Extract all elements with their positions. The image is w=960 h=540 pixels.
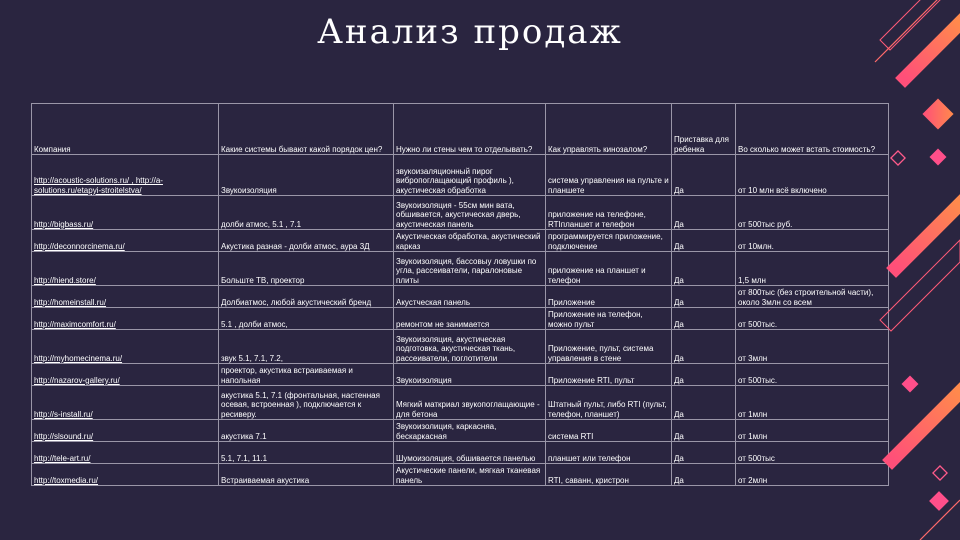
company-link[interactable]: http://maximcomfort.ru/ bbox=[32, 308, 219, 330]
table-row bbox=[32, 420, 889, 442]
table-cell: от 500тыс. bbox=[736, 364, 889, 386]
table-row bbox=[32, 196, 889, 230]
table-cell: Звукоизоляция - 55см мин вата, обшивается, акустическая дверь, акустическая панель bbox=[394, 196, 546, 230]
table-cell: Приложение bbox=[546, 286, 672, 308]
diamond-outline-1 bbox=[891, 151, 905, 165]
table-cell: Звукоизоляция bbox=[394, 364, 546, 386]
company-link[interactable]: http://bigbass.ru/ bbox=[32, 196, 219, 230]
header-systems-prices: Какие системы бывают какой порядок цен? bbox=[219, 104, 394, 155]
header-console: Приставка для ребенка bbox=[672, 104, 736, 155]
table-cell: от 2млн bbox=[736, 464, 889, 486]
table-cell: приложение на планшет и телефон bbox=[546, 252, 672, 286]
table-cell: Звукоизоляция, бассовыу ловушки по угла, рассеиватели, паралоновые плиты bbox=[394, 252, 546, 286]
table-row bbox=[32, 252, 889, 286]
table-row bbox=[32, 308, 889, 330]
table-row bbox=[32, 364, 889, 386]
table-cell: Да bbox=[672, 286, 736, 308]
company-link[interactable]: http://acoustic-solutions.ru/ , http://a-solutions.ru/etapyi-stroitelstva/ bbox=[32, 155, 219, 196]
table-cell: от 1млн bbox=[736, 420, 889, 442]
table-cell: звукоизаляционный пирог вибропоглащающий профиль ), акустическая обработка bbox=[394, 155, 546, 196]
table-cell: Да bbox=[672, 420, 736, 442]
diamond-large bbox=[922, 98, 953, 129]
sales-analysis-table bbox=[31, 103, 889, 486]
diamond-outline-2 bbox=[933, 466, 947, 480]
header-cost: Во сколько может встать стоимость? bbox=[736, 104, 889, 155]
table-cell: долби атмос, 5.1 , 7.1 bbox=[219, 196, 394, 230]
table-cell: система RTI bbox=[546, 420, 672, 442]
diamond-small-3 bbox=[929, 491, 949, 511]
table-cell: от 10млн. bbox=[736, 230, 889, 252]
company-link[interactable]: http://toxmedia.ru/ bbox=[32, 464, 219, 486]
table-cell: программируется приложение, подключение bbox=[546, 230, 672, 252]
table-cell: Приложение, пульт, система управления в стене bbox=[546, 330, 672, 364]
table-cell: Да bbox=[672, 252, 736, 286]
table-cell: Больште ТВ, проектор bbox=[219, 252, 394, 286]
table-cell: приложение на телефоне, RTIпланшет и телефон bbox=[546, 196, 672, 230]
company-link[interactable]: http://s-install.ru/ bbox=[32, 386, 219, 420]
company-link[interactable]: http://nazarov-gallery.ru/ bbox=[32, 364, 219, 386]
page-title: Анализ продаж bbox=[317, 12, 623, 52]
table-cell: Да bbox=[672, 230, 736, 252]
table-cell: Акустическая обработка, акустический карказ bbox=[394, 230, 546, 252]
diamond-small-1 bbox=[930, 149, 947, 166]
table-cell: от 3млн bbox=[736, 330, 889, 364]
company-link[interactable]: http://tele-art.ru/ bbox=[32, 442, 219, 464]
company-link[interactable]: http://homeinstall.ru/ bbox=[32, 286, 219, 308]
table-cell: Звукоизоляция bbox=[219, 155, 394, 196]
table-cell: Встраиваемая акустика bbox=[219, 464, 394, 486]
header-wall-finish: Нужно ли стены чем то отделывать? bbox=[394, 104, 546, 155]
header-control: Как управлять кинозалом? bbox=[546, 104, 672, 155]
table-cell: Звукоизоляция, акустическая подготовка, акустическая ткань, рассеиватели, поглотители bbox=[394, 330, 546, 364]
table-cell: Шумоизоляция, обшивается панелью bbox=[394, 442, 546, 464]
table-cell: Приложение RTI, пульт bbox=[546, 364, 672, 386]
table-cell: Мягкий маткриал звукопоглащающие - для бетона bbox=[394, 386, 546, 420]
table-cell: Да bbox=[672, 330, 736, 364]
table-cell: 5.1 , долби атмос, bbox=[219, 308, 394, 330]
table-cell: от 800тыс (без строительной части), около 3млн со всем bbox=[736, 286, 889, 308]
company-link[interactable]: http://hiend.store/ bbox=[32, 252, 219, 286]
table-cell: система управления на пульте и планшете bbox=[546, 155, 672, 196]
outline-stripe-mid bbox=[880, 240, 960, 331]
diamond-small-2 bbox=[902, 376, 919, 393]
table-cell: Да bbox=[672, 386, 736, 420]
company-link[interactable]: http://myhomecinema.ru/ bbox=[32, 330, 219, 364]
company-link[interactable]: http://deconnorcinema.ru/ bbox=[32, 230, 219, 252]
table-cell: Долбиатмос, любой акустический бренд bbox=[219, 286, 394, 308]
table-cell: ремонтом не занимается bbox=[394, 308, 546, 330]
table-cell: звук 5.1, 7.1, 7.2, bbox=[219, 330, 394, 364]
table-row bbox=[32, 464, 889, 486]
table-row bbox=[32, 286, 889, 308]
table-cell: RTI, саванн, кристрон bbox=[546, 464, 672, 486]
table-cell: от 10 млн всё включено bbox=[736, 155, 889, 196]
company-link[interactable]: http://slsound.ru/ bbox=[32, 420, 219, 442]
table-cell: Да bbox=[672, 308, 736, 330]
table-cell: акустика 7.1 bbox=[219, 420, 394, 442]
table-row bbox=[32, 230, 889, 252]
table-cell: акустика 5.1, 7.1 (фронтальная, настенная осевая, встроенная ), подключается к ресиверу. bbox=[219, 386, 394, 420]
table-cell: от 500тыс bbox=[736, 442, 889, 464]
table-cell: Звукоизолиция, каркасняа, бескаркасная bbox=[394, 420, 546, 442]
table-cell: Приложение на телефон, можно пульт bbox=[546, 308, 672, 330]
gradient-stripe-mid bbox=[896, 204, 960, 268]
table-cell: Да bbox=[672, 155, 736, 196]
table-cell: проектор, акустика встраиваемая и напольная bbox=[219, 364, 394, 386]
table-cell: от 500тыс. bbox=[736, 308, 889, 330]
table-cell: Акустические панели, мягкая тканевая панель bbox=[394, 464, 546, 486]
table-cell: 5.1, 7.1, 11.1 bbox=[219, 442, 394, 464]
table-row bbox=[32, 155, 889, 196]
header-company: Компания bbox=[32, 104, 219, 155]
table-cell: 1,5 млн bbox=[736, 252, 889, 286]
outline-line-bottom bbox=[920, 500, 960, 540]
table-cell: Да bbox=[672, 442, 736, 464]
sales-analysis-table-container bbox=[31, 103, 888, 486]
table-cell: от 1млн bbox=[736, 386, 889, 420]
table-cell: Да bbox=[672, 464, 736, 486]
gradient-stripe-bottom bbox=[892, 392, 960, 460]
table-cell: Да bbox=[672, 196, 736, 230]
table-cell: от 500тыс руб. bbox=[736, 196, 889, 230]
table-header-row bbox=[32, 104, 889, 155]
table-cell: планшет или телефон bbox=[546, 442, 672, 464]
table-row bbox=[32, 330, 889, 364]
table-row bbox=[32, 386, 889, 420]
table-cell: Акустика разная - долби атмос, аура 3Д bbox=[219, 230, 394, 252]
table-cell: Акустческая панель bbox=[394, 286, 546, 308]
table-cell: Да bbox=[672, 364, 736, 386]
table-cell: Штатный пульт, либо RTI (пульт, телефон, планшет) bbox=[546, 386, 672, 420]
table-row bbox=[32, 442, 889, 464]
